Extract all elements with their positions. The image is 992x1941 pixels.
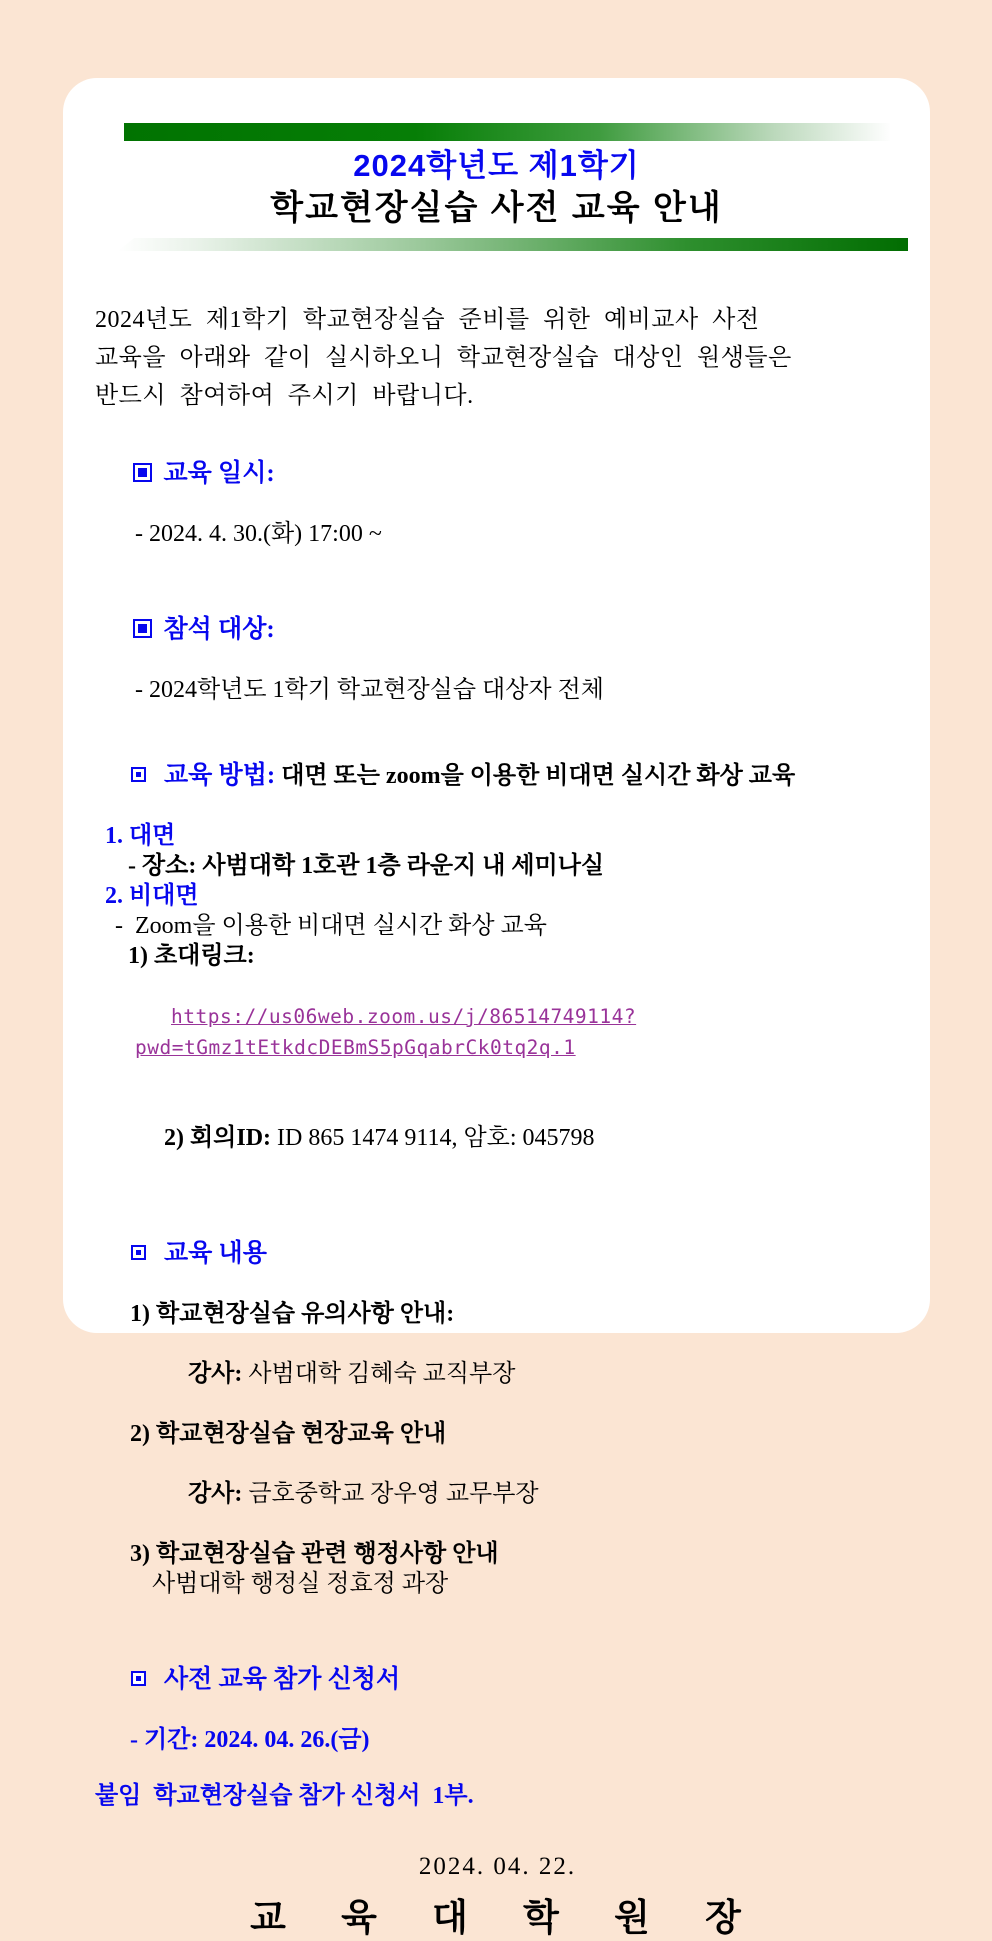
content-item-staff: 사범대학 행정실 정효정 과장 — [152, 1571, 449, 1597]
content-item-title: 2) 학교현장실습 현장교육 안내 — [130, 1421, 447, 1447]
lecturer-value: 금호중학교 장우영 교무부장 — [242, 1481, 539, 1507]
meeting-id-row — [95, 1093, 900, 1183]
section-schedule-label: 교육 일시: — [163, 460, 275, 487]
meeting-id-value: ID 865 1474 9114, 암호: 045798 — [271, 1125, 595, 1151]
notice-title-semester: 2024학년도 제1학기 — [353, 148, 640, 183]
application-period: - 기간: 2024. 04. 26.(금) — [130, 1727, 370, 1753]
method-in-person-number: 1. 대면 — [105, 823, 176, 849]
notice-header — [63, 78, 930, 251]
section-schedule-header — [95, 429, 900, 519]
notice-sheet — [63, 78, 930, 1939]
section-content-label: 교육 내용 — [164, 1240, 267, 1267]
invite-link-label: 1) 초대링크: — [128, 943, 255, 969]
content-item-title: 3) 학교현장실습 관련 행정사항 안내 — [130, 1541, 499, 1567]
section-application-label: 사전 교육 참가 신청서 — [164, 1666, 401, 1693]
attachment-line: 붙임 학교현장실습 참가 신청서 1부. — [95, 1783, 474, 1809]
intro-line-1: 2024년도 제1학기 학교현장실습 준비를 위한 예비교사 사전 — [95, 307, 760, 333]
notice-title-subject: 학교현장실습 사전 교육 안내 — [270, 189, 723, 227]
section-bullet-icon — [133, 619, 152, 638]
section-attendees-label: 참석 대상: — [163, 616, 275, 643]
lecturer-label: 강사: — [188, 1361, 243, 1387]
header-gradient-bar-top — [124, 123, 890, 141]
section-bullet-icon — [131, 1245, 146, 1260]
intro-line-3: 반드시 참여하여 주시기 바랍니다. — [95, 383, 474, 409]
invite-link-row — [95, 971, 900, 1093]
content-item-lecturer — [95, 1329, 900, 1419]
intro-paragraph — [95, 301, 900, 415]
method-description: 대면 또는 zoom을 이용한 비대면 실시간 화상 교육 — [275, 763, 796, 789]
notice-body — [63, 251, 930, 1941]
section-bullet-icon — [131, 767, 146, 782]
header-gradient-bar-bottom — [118, 238, 908, 251]
attendees-item: - 2024학년도 1학기 학교현장실습 대상자 전체 — [135, 677, 604, 703]
zoom-invite-link[interactable]: https://us06web.zoom.us/j/86514749114?pwd=tGmz1tEtkdcDEBmS5pGqabrCk0tq2q.1 — [135, 1005, 637, 1059]
meeting-id-label: 2) 회의ID: — [164, 1125, 272, 1151]
section-bullet-icon — [133, 463, 152, 482]
issue-date: 2024. 04. 22. — [418, 1853, 577, 1880]
signature-dean: 교 육 대 학 원 장 — [250, 1898, 745, 1939]
lecturer-value: 사범대학 김혜숙 교직부장 — [242, 1361, 516, 1387]
section-attendees-header — [95, 585, 900, 675]
content-item-title: 1) 학교현장실습 유의사항 안내: — [130, 1301, 455, 1327]
schedule-item: - 2024. 4. 30.(화) 17:00 ~ — [135, 521, 382, 547]
method-in-person-place: - 장소: 사범대학 1호관 1층 라운지 내 세미나실 — [128, 853, 605, 879]
section-method-header — [95, 731, 900, 821]
lecturer-label: 강사: — [188, 1481, 243, 1507]
intro-line-2: 교육을 아래와 같이 실시하오니 학교현장실습 대상인 원생들은 — [95, 345, 792, 371]
section-content-header — [95, 1209, 900, 1299]
section-application-header — [95, 1635, 900, 1725]
section-bullet-icon — [131, 1671, 146, 1686]
content-item-lecturer — [95, 1449, 900, 1539]
section-method-label: 교육 방법: — [164, 762, 276, 789]
method-remote-number: 2. 비대면 — [105, 883, 199, 909]
method-remote-description: - Zoom을 이용한 비대면 실시간 화상 교육 — [115, 913, 547, 939]
